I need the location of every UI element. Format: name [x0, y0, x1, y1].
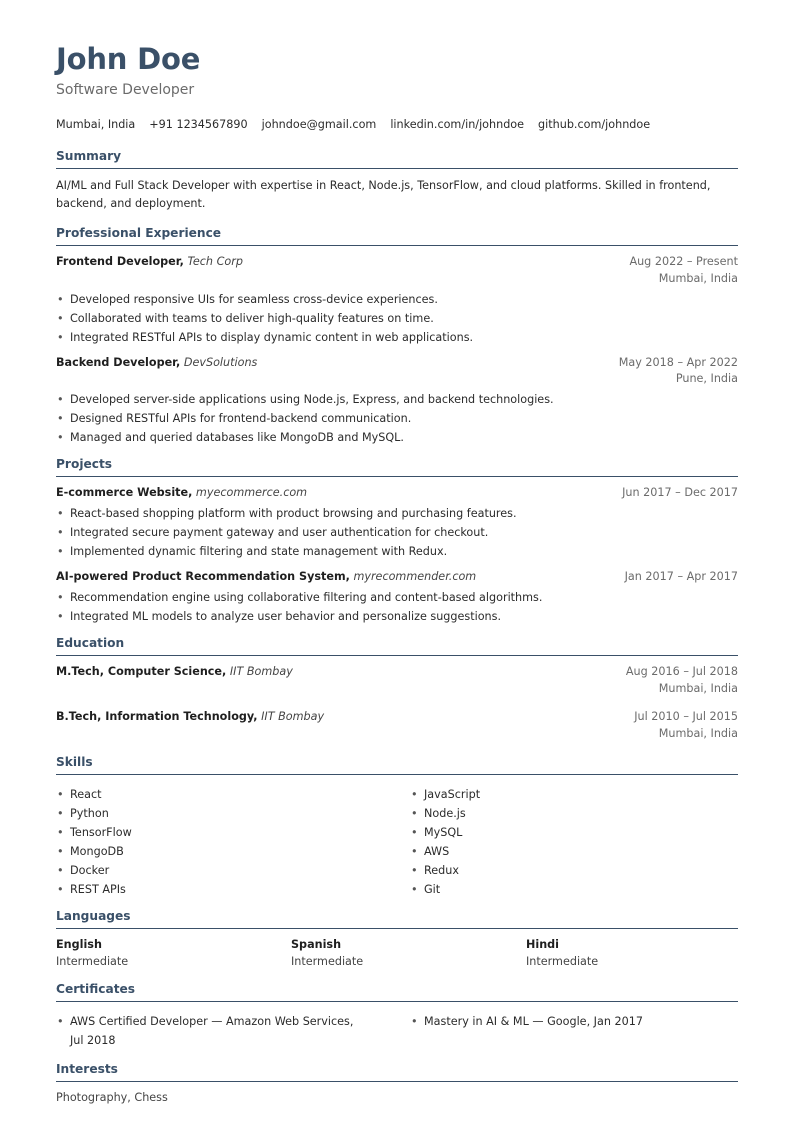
- section-title-interests: Interests: [56, 1062, 738, 1082]
- experience-bullets: [56, 390, 738, 447]
- experience-dates: May 2018 – Apr 2022: [618, 355, 738, 369]
- languages-section: [56, 909, 738, 970]
- project-bullets: [56, 588, 738, 626]
- project-link[interactable]: myecommerce.com: [195, 486, 308, 500]
- list-item: • Developed server-side applications using Node.js, Express, and backend technologies.: [56, 390, 738, 409]
- project-entry-head: [56, 569, 738, 586]
- education-degree: M.Tech, Computer Science,: [56, 664, 227, 678]
- list-item: • Developed responsive UIs for seamless cross-device experiences.: [56, 290, 738, 309]
- education-location: Mumbai, India: [658, 727, 738, 741]
- skill-item: • Git: [410, 880, 738, 899]
- experience-section: [56, 226, 738, 447]
- education-degree: B.Tech, Information Technology,: [56, 710, 258, 724]
- experience-dates: Aug 2022 – Present: [629, 254, 738, 268]
- experience-location: Mumbai, India: [658, 271, 738, 285]
- skills-column-left: [56, 785, 410, 899]
- education-location: Mumbai, India: [658, 681, 738, 695]
- list-item: • React-based shopping platform with product browsing and purchasing features.: [56, 504, 738, 523]
- resume-page: [56, 42, 738, 1105]
- section-title-summary: Summary: [56, 149, 738, 169]
- project-link[interactable]: myrecommender.com: [353, 570, 477, 584]
- experience-role: Backend Developer,: [56, 355, 181, 369]
- experience-company: Tech Corp: [187, 254, 243, 268]
- list-item: • Managed and queried databases like MongoDB and MySQL.: [56, 428, 738, 447]
- section-title-languages: Languages: [56, 909, 738, 929]
- list-item: • Integrated ML models to analyze user behavior and personalize suggestions.: [56, 607, 738, 626]
- interests-section: [56, 1062, 738, 1105]
- education-entry-head: [56, 709, 738, 743]
- certificates-column-left: [56, 1012, 410, 1050]
- section-title-skills: Skills: [56, 755, 738, 775]
- education-school: IIT Bombay: [261, 710, 325, 724]
- certificates-section: [56, 982, 738, 1050]
- summary-section: [56, 149, 738, 212]
- language-level: Intermediate: [526, 954, 599, 968]
- project-name: E-commerce Website,: [56, 486, 193, 500]
- skills-grid: [56, 783, 738, 899]
- section-title-certificates: Certificates: [56, 982, 738, 1002]
- education-entry: [56, 664, 738, 698]
- contact-email[interactable]: johndoe@gmail.com: [261, 117, 377, 131]
- skill-item: • TensorFlow: [56, 823, 410, 842]
- language-item: [526, 937, 738, 971]
- education-entry: [56, 709, 738, 743]
- experience-meta: [619, 355, 738, 389]
- language-name: Hindi: [526, 937, 560, 951]
- language-level: Intermediate: [291, 954, 364, 968]
- contact-list: [56, 117, 738, 134]
- resume-header: [56, 44, 738, 133]
- experience-entry: [56, 254, 738, 347]
- project-name: AI-powered Product Recommendation System,: [56, 570, 350, 584]
- skill-item: • MongoDB: [56, 842, 410, 861]
- list-item: • Integrated secure payment gateway and user authentication for checkout.: [56, 523, 738, 542]
- project-dates: Jan 2017 – Apr 2017: [624, 570, 738, 584]
- experience-location: Pune, India: [675, 372, 738, 386]
- certificate-item: • AWS Certified Developer — Amazon Web Services, Jul 2018: [56, 1012, 410, 1050]
- list-item: • Recommendation engine using collaborative filtering and content-based algorithms.: [56, 588, 738, 607]
- experience-entry-head: [56, 355, 738, 389]
- project-name-line: [56, 485, 307, 502]
- skill-item: • Python: [56, 804, 410, 823]
- skill-item: • JavaScript: [410, 785, 738, 804]
- education-meta: [634, 709, 738, 743]
- language-level: Intermediate: [56, 954, 129, 968]
- contact-location: Mumbai, India: [56, 117, 136, 131]
- contact-phone: +91 1234567890: [149, 117, 248, 131]
- experience-company: DevSolutions: [183, 355, 258, 369]
- section-title-education: Education: [56, 636, 738, 656]
- education-entry-head: [56, 664, 738, 698]
- skills-column-right: [410, 785, 738, 899]
- education-section: [56, 636, 738, 743]
- education-meta: [626, 664, 738, 698]
- list-item: • Implemented dynamic filtering and state management with Redux.: [56, 542, 738, 561]
- experience-role-line: [56, 355, 257, 372]
- experience-role: Frontend Developer,: [56, 254, 184, 268]
- skill-item: • Redux: [410, 861, 738, 880]
- candidate-role: Software Developer: [56, 81, 195, 98]
- list-item: • Designed RESTful APIs for frontend-backend communication.: [56, 409, 738, 428]
- project-entry-head: [56, 485, 738, 502]
- education-dates: Aug 2016 – Jul 2018: [625, 664, 738, 678]
- project-dates: Jun 2017 – Dec 2017: [622, 486, 738, 500]
- project-bullets: [56, 504, 738, 561]
- language-item: [291, 937, 526, 971]
- skill-item: • REST APIs: [56, 880, 410, 899]
- education-degree-line: [56, 709, 324, 726]
- language-item: [56, 937, 291, 971]
- contact-github[interactable]: github.com/johndoe: [538, 117, 651, 131]
- section-title-experience: Professional Experience: [56, 226, 738, 246]
- candidate-name: John Doe: [56, 42, 201, 76]
- list-item: • Collaborated with teams to deliver high-quality features on time.: [56, 309, 738, 328]
- project-entry: [56, 485, 738, 561]
- languages-grid: [56, 937, 738, 971]
- experience-entry: [56, 355, 738, 448]
- project-entry: [56, 569, 738, 626]
- skill-item: • Node.js: [410, 804, 738, 823]
- skill-item: • Docker: [56, 861, 410, 880]
- education-degree-line: [56, 664, 293, 681]
- language-name: Spanish: [291, 937, 342, 951]
- certificates-grid: [56, 1010, 738, 1050]
- interest-item: Photography, Chess: [56, 1091, 168, 1105]
- skill-item: • MySQL: [410, 823, 738, 842]
- experience-role-line: [56, 254, 243, 271]
- education-dates: Jul 2010 – Jul 2015: [634, 710, 738, 724]
- list-item: • Integrated RESTful APIs to display dynamic content in web applications.: [56, 328, 738, 347]
- contact-linkedin[interactable]: linkedin.com/in/johndoe: [390, 117, 525, 131]
- skill-item: • React: [56, 785, 410, 804]
- skills-section: [56, 755, 738, 899]
- experience-entry-head: [56, 254, 738, 288]
- summary-text: AI/ML and Full Stack Developer with expertise in React, Node.js, TensorFlow, and cloud platforms. Skilled in frontend, backend, and deployment.: [56, 179, 711, 210]
- project-name-line: [56, 569, 476, 586]
- education-school: IIT Bombay: [229, 664, 293, 678]
- experience-bullets: [56, 290, 738, 347]
- section-title-projects: Projects: [56, 457, 738, 477]
- skill-item: • AWS: [410, 842, 738, 861]
- certificate-item: • Mastery in AI & ML — Google, Jan 2017: [410, 1012, 738, 1031]
- experience-meta: [629, 254, 738, 288]
- projects-section: [56, 457, 738, 626]
- certificates-column-right: [410, 1012, 738, 1050]
- language-name: English: [56, 937, 102, 951]
